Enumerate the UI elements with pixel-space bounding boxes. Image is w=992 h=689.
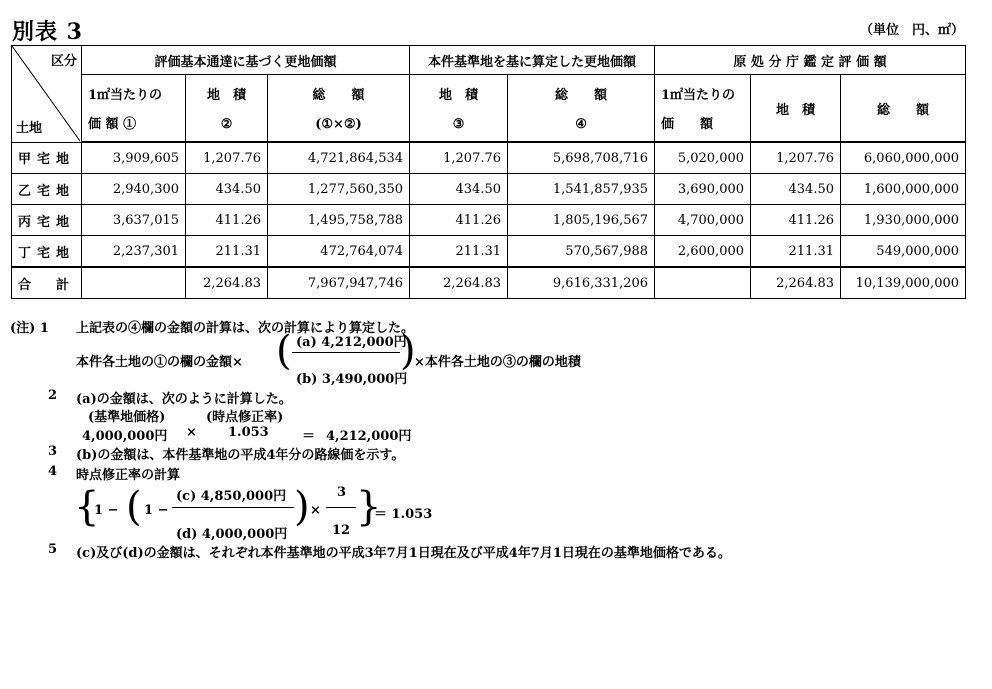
note-4-mark: 4: [48, 464, 58, 479]
cell-area: 1,207.76: [186, 142, 268, 174]
group-header-1: 評価基本通達に基づく更地価額: [82, 46, 410, 75]
cell-unit-price: 2,237,301: [82, 236, 186, 268]
g1-price-bot: 価 額 ①: [88, 117, 137, 132]
note-2-value-2: 1.053: [228, 425, 269, 440]
g3-total-header: 総 額: [841, 75, 966, 143]
table-row: [12, 174, 966, 205]
g1-area-header: [186, 75, 268, 143]
note-5-text: (c)及び(d)の金額は、それぞれ本件基準地の平成3年7月1日現在及び平成4年7月1日現在の基準地価格である。: [76, 546, 731, 561]
cell-unit-price: 3,637,015: [82, 205, 186, 236]
g2-area-top: 地 積: [439, 88, 479, 103]
note-2-operator: ×: [186, 425, 197, 440]
corner-top-label: 区分: [51, 54, 78, 69]
row-label: 丁宅地: [12, 236, 82, 268]
cell-total: 1,541,857,935: [508, 174, 655, 205]
cell-area: 411.26: [410, 205, 508, 236]
left-bracket-icon: (: [126, 484, 142, 530]
cell-total: 1,277,560,350: [268, 174, 410, 205]
cell-area: 211.31: [410, 236, 508, 268]
right-brace-icon: }: [356, 484, 382, 530]
g2-total-bot: ④: [575, 117, 587, 132]
header-row-1: [12, 46, 966, 75]
g2-total-header: [508, 75, 655, 143]
note-2-value-1: 4,000,000円: [82, 429, 168, 444]
table-row: [12, 142, 966, 174]
g1-area-bot: ②: [220, 117, 233, 132]
g1-total-top: 総 額: [312, 88, 365, 103]
g1-price-top: 1㎡当たりの: [88, 88, 163, 103]
cell-area: 2,264.83: [186, 267, 268, 299]
corner-bottom-label: 土地: [16, 120, 43, 136]
cell-total: 1,805,196,567: [508, 205, 655, 236]
note-1-denominator: (b) 3,490,000円: [296, 372, 408, 387]
row-label: 乙宅地: [12, 174, 82, 205]
note-2-mark: 2: [48, 388, 58, 403]
note-2-result: 4,212,000円: [326, 429, 412, 444]
g1-total-bot: (①×②): [315, 117, 362, 132]
unit-label: （単位 円、㎡）: [860, 23, 965, 38]
note-4-denominator-2: 12: [332, 523, 351, 538]
note-3-mark: 3: [48, 444, 58, 459]
note-2-text: (a)の金額は、次のように計算した。: [76, 392, 292, 407]
right-paren-icon: ): [400, 328, 416, 374]
row-label: 甲宅地: [12, 142, 82, 174]
cell-area: 434.50: [186, 174, 268, 205]
g2-area-header: [410, 75, 508, 143]
right-bracket-icon: ): [294, 484, 310, 530]
fraction-bar: [172, 507, 294, 508]
note-1-mark: (注) 1: [10, 321, 49, 336]
left-brace-icon: {: [74, 484, 100, 530]
g3-price-top: 1㎡当たりの: [661, 88, 736, 103]
corner-cell: [12, 46, 82, 143]
cell-total: 472,764,074: [268, 236, 410, 268]
note-4-text: 時点修正率の計算: [76, 468, 181, 483]
cell-area: 411.26: [186, 205, 268, 236]
cell-area: 211.31: [751, 236, 841, 268]
note-2-equals: ＝: [302, 429, 316, 444]
table-row: [12, 205, 966, 236]
header-row-2: [12, 75, 966, 143]
cell-area: 211.31: [186, 236, 268, 268]
total-label: 合 計: [12, 267, 82, 299]
g1-area-top: 地 積: [207, 88, 247, 103]
cell-unit-price: [82, 267, 186, 299]
cell-total: 570,567,988: [508, 236, 655, 268]
cell-total: 7,967,947,746: [268, 267, 410, 299]
cell-total: 1,600,000,000: [841, 174, 966, 205]
note-4-numerator: (c) 4,850,000円: [176, 489, 287, 504]
cell-total: 6,060,000,000: [841, 142, 966, 174]
cell-total: 9,616,331,206: [508, 267, 655, 299]
note-5-mark: 5: [48, 542, 58, 557]
fraction-bar: [292, 352, 400, 353]
cell-total: 10,139,000,000: [841, 267, 966, 299]
note-4-result: ＝ 1.053: [374, 507, 433, 522]
page-title: 別表 3: [12, 19, 83, 45]
note-4-one-minus-1: 1 −: [94, 503, 119, 518]
note-2-header-1: (基準地価格): [88, 410, 166, 425]
cell-area: 434.50: [410, 174, 508, 205]
note-4-numerator-2: 3: [337, 485, 347, 500]
g2-total-top: 総 額: [555, 88, 608, 103]
cell-area: 411.26: [751, 205, 841, 236]
cell-unit-price: 2,940,300: [82, 174, 186, 205]
g1-price-header: [82, 75, 186, 143]
valuation-table: [11, 45, 966, 299]
cell-total: 4,721,864,534: [268, 142, 410, 174]
cell-unit-price: 5,020,000: [655, 142, 751, 174]
g1-total-header: [268, 75, 410, 143]
note-1-numerator: (a) 4,212,000円: [296, 335, 407, 350]
note-4-denominator: (d) 4,000,000円: [176, 527, 288, 542]
cell-total: 1,495,758,788: [268, 205, 410, 236]
left-paren-icon: (: [276, 328, 292, 374]
cell-total: 5,698,708,716: [508, 142, 655, 174]
cell-total: 1,930,000,000: [841, 205, 966, 236]
note-1-text: 上記表の④欄の金額の計算は、次の計算により算定した。: [76, 321, 415, 336]
group-header-2: 本件基準地を基に算定した更地価額: [410, 46, 655, 75]
cell-unit-price: 3,690,000: [655, 174, 751, 205]
note-4-one-minus-2: 1 −: [144, 503, 169, 518]
cell-unit-price: 3,909,605: [82, 142, 186, 174]
cell-area: 2,264.83: [410, 267, 508, 299]
cell-area: 1,207.76: [410, 142, 508, 174]
note-2-header-2: (時点修正率): [206, 410, 284, 425]
cell-total: 549,000,000: [841, 236, 966, 268]
note-4-times: ×: [310, 503, 321, 518]
g2-area-bot: ③: [452, 117, 465, 132]
group-header-3: 原 処 分 庁 鑑 定 評 価 額: [655, 46, 966, 75]
note-1-formula-right: ×本件各土地の③の欄の地積: [414, 355, 581, 370]
g3-price-bot: 価 額: [661, 117, 714, 132]
cell-area: 434.50: [751, 174, 841, 205]
g3-area-header: 地 積: [751, 75, 841, 143]
cell-unit-price: [655, 267, 751, 299]
table-row: [12, 236, 966, 268]
cell-area: 1,207.76: [751, 142, 841, 174]
fraction-bar: [326, 507, 356, 508]
note-3-text: (b)の金額は、本件基準地の平成4年分の路線価を示す。: [76, 448, 405, 463]
row-label: 丙宅地: [12, 205, 82, 236]
cell-unit-price: 2,600,000: [655, 236, 751, 268]
cell-unit-price: 4,700,000: [655, 205, 751, 236]
note-1-formula-left: 本件各土地の①の欄の金額×: [76, 355, 243, 370]
total-row: [12, 267, 966, 299]
g3-price-header: [655, 75, 751, 143]
cell-area: 2,264.83: [751, 267, 841, 299]
